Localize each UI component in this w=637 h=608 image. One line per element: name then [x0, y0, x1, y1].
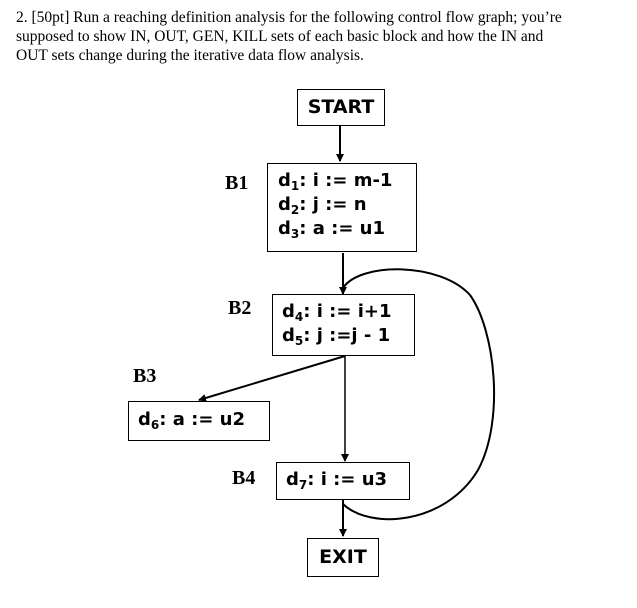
stmt-d4: $d_4$: i := i+1 [282, 301, 392, 324]
question-line-3: OUT sets change during the iterative data flow analysis. [16, 47, 364, 64]
stmt-d1: $d_1$: i := m-1 [278, 170, 393, 193]
b1-label: B1 [225, 172, 249, 194]
stmt-d2: $d_2$: j := n [278, 194, 367, 217]
block-b1 [267, 163, 417, 252]
b4-label: B4 [232, 467, 256, 489]
question-line-2: supposed to show IN, OUT, GEN, KILL sets of each basic block and how the IN and [16, 28, 544, 45]
block-b4 [276, 462, 410, 500]
stmt-d3: $d_3$: a := u1 [278, 218, 386, 241]
b2-label: B2 [228, 297, 252, 319]
block-b3 [128, 401, 270, 441]
stmt-d7: $d_7$: i := u3 [286, 469, 388, 492]
edge-b2-b3 [199, 356, 345, 400]
exit-label: EXIT [319, 546, 367, 568]
b3-label: B3 [133, 365, 157, 387]
start-node [297, 89, 385, 126]
block-b2 [272, 294, 415, 356]
start-label: START [307, 96, 375, 118]
question-line-1: 2. [50pt] Run a reaching definition analysis for the following control flow graph; you’re [16, 9, 562, 26]
stmt-d6: $d_6$: a := u2 [138, 409, 246, 432]
exit-node [307, 538, 379, 577]
stmt-d5: $d_5$: j :=j - 1 [282, 325, 391, 348]
